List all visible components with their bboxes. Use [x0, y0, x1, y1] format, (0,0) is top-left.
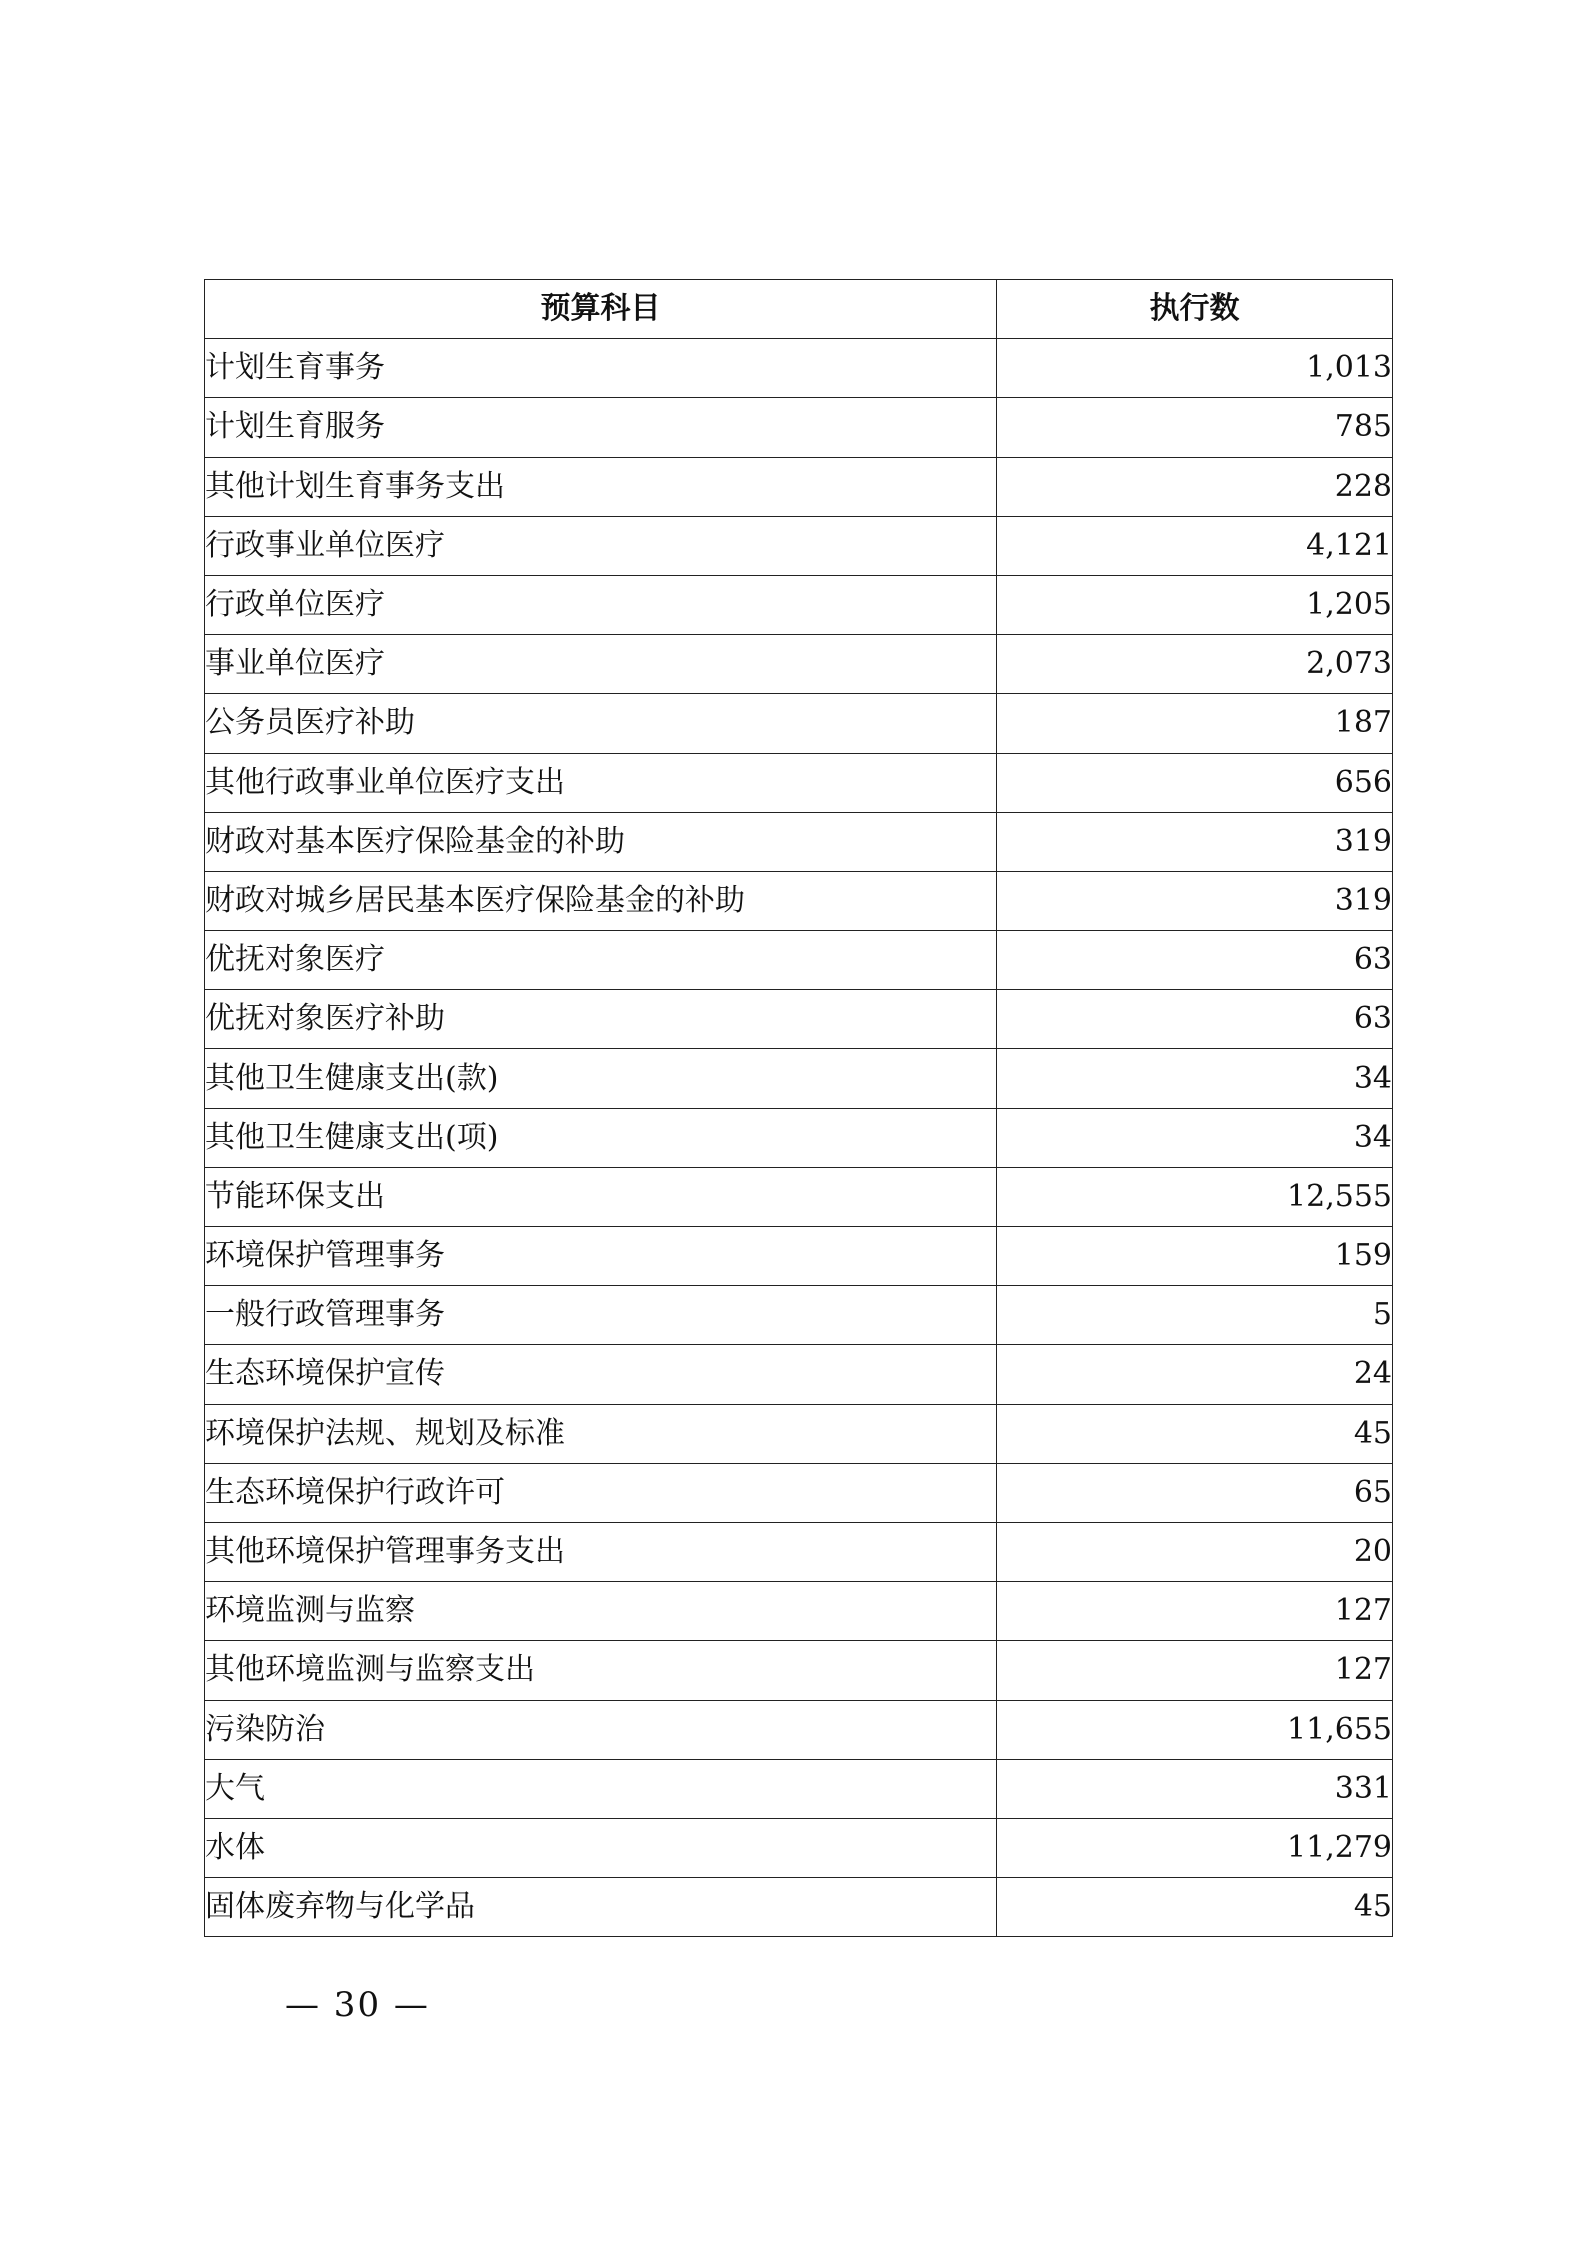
- executed-amount: 319: [997, 871, 1393, 930]
- budget-item-name: 环境监测与监察: [205, 1582, 997, 1641]
- table-row: [205, 1108, 1393, 1167]
- executed-amount: 63: [997, 931, 1393, 990]
- budget-item-name: 计划生育事务: [205, 339, 997, 398]
- budget-item-name: 公务员医疗补助: [205, 694, 997, 753]
- budget-item-name: 行政事业单位医疗: [205, 516, 997, 575]
- budget-item-name: 一般行政管理事务: [205, 1286, 997, 1345]
- budget-item-name: 污染防治: [205, 1700, 997, 1759]
- budget-item-name: 其他卫生健康支出(款): [205, 1049, 997, 1108]
- executed-amount: 34: [997, 1049, 1393, 1108]
- executed-amount: 12,555: [997, 1167, 1393, 1226]
- budget-item-name: 事业单位医疗: [205, 635, 997, 694]
- table-row: [205, 1167, 1393, 1226]
- budget-item-name: 其他计划生育事务支出: [205, 457, 997, 516]
- table-row: [205, 1049, 1393, 1108]
- executed-amount: 45: [997, 1404, 1393, 1463]
- table-row: [205, 1641, 1393, 1700]
- table-row: [205, 931, 1393, 990]
- executed-amount: 11,655: [997, 1700, 1393, 1759]
- table-row: [205, 871, 1393, 930]
- budget-item-name: 水体: [205, 1818, 997, 1877]
- budget-item-name: 节能环保支出: [205, 1167, 997, 1226]
- table-row: [205, 1759, 1393, 1818]
- table-row: [205, 635, 1393, 694]
- budget-item-name: 行政单位医疗: [205, 575, 997, 634]
- table-row: [205, 990, 1393, 1049]
- table-header: [205, 280, 1393, 339]
- budget-item-name: 大气: [205, 1759, 997, 1818]
- executed-amount: 24: [997, 1345, 1393, 1404]
- budget-item-name: 固体废弃物与化学品: [205, 1878, 997, 1937]
- executed-amount: 127: [997, 1582, 1393, 1641]
- table-row: [205, 1522, 1393, 1581]
- budget-item-name: 其他行政事业单位医疗支出: [205, 753, 997, 812]
- executed-amount: 159: [997, 1227, 1393, 1286]
- table-row: [205, 1345, 1393, 1404]
- budget-item-name: 环境保护管理事务: [205, 1227, 997, 1286]
- table-row: [205, 1878, 1393, 1937]
- executed-amount: 228: [997, 457, 1393, 516]
- budget-item-name: 生态环境保护行政许可: [205, 1463, 997, 1522]
- table-row: [205, 1582, 1393, 1641]
- executed-amount: 2,073: [997, 635, 1393, 694]
- table-row: [205, 1463, 1393, 1522]
- table-row: [205, 753, 1393, 812]
- executed-amount: 34: [997, 1108, 1393, 1167]
- budget-item-name: 其他环境保护管理事务支出: [205, 1522, 997, 1581]
- budget-item-name: 财政对基本医疗保险基金的补助: [205, 812, 997, 871]
- executed-amount: 319: [997, 812, 1393, 871]
- budget-item-name: 其他卫生健康支出(项): [205, 1108, 997, 1167]
- executed-amount: 5: [997, 1286, 1393, 1345]
- header-row: [205, 280, 1393, 339]
- table-row: [205, 575, 1393, 634]
- table-row: [205, 1227, 1393, 1286]
- executed-amount: 65: [997, 1463, 1393, 1522]
- executed-amount: 656: [997, 753, 1393, 812]
- executed-amount: 1,205: [997, 575, 1393, 634]
- budget-item-name: 其他环境监测与监察支出: [205, 1641, 997, 1700]
- executed-amount: 1,013: [997, 339, 1393, 398]
- table-row: [205, 1700, 1393, 1759]
- table-row: [205, 516, 1393, 575]
- table-row: [205, 812, 1393, 871]
- table-body: [205, 339, 1393, 1937]
- header-budget-item: 预算科目: [205, 280, 997, 339]
- executed-amount: 187: [997, 694, 1393, 753]
- table-row: [205, 1818, 1393, 1877]
- executed-amount: 785: [997, 398, 1393, 457]
- table-row: [205, 694, 1393, 753]
- table-row: [205, 398, 1393, 457]
- executed-amount: 11,279: [997, 1818, 1393, 1877]
- executed-amount: 4,121: [997, 516, 1393, 575]
- table-row: [205, 1286, 1393, 1345]
- budget-table: [204, 279, 1393, 1937]
- executed-amount: 127: [997, 1641, 1393, 1700]
- table-row: [205, 1404, 1393, 1463]
- page-number: — 30 —: [285, 1985, 430, 2025]
- header-executed-amount: 执行数: [997, 280, 1393, 339]
- executed-amount: 20: [997, 1522, 1393, 1581]
- executed-amount: 331: [997, 1759, 1393, 1818]
- budget-item-name: 环境保护法规、规划及标准: [205, 1404, 997, 1463]
- budget-item-name: 生态环境保护宣传: [205, 1345, 997, 1404]
- budget-item-name: 计划生育服务: [205, 398, 997, 457]
- executed-amount: 63: [997, 990, 1393, 1049]
- executed-amount: 45: [997, 1878, 1393, 1937]
- table-row: [205, 339, 1393, 398]
- budget-item-name: 优抚对象医疗补助: [205, 990, 997, 1049]
- table-row: [205, 457, 1393, 516]
- budget-item-name: 财政对城乡居民基本医疗保险基金的补助: [205, 871, 997, 930]
- budget-item-name: 优抚对象医疗: [205, 931, 997, 990]
